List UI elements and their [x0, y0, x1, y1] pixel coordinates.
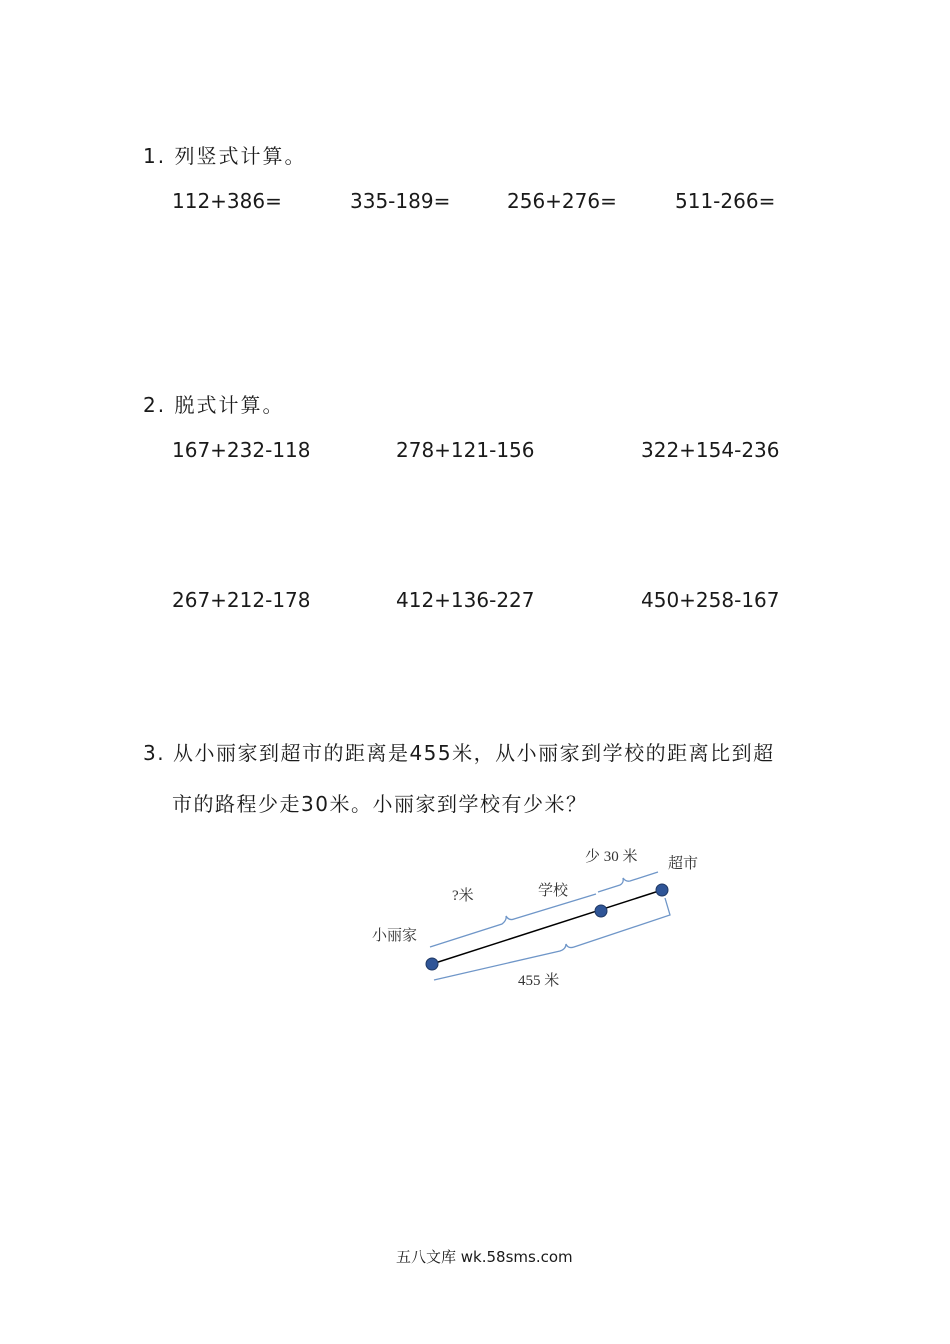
market-point	[656, 884, 668, 896]
section-3-question-line-1: 3. 从小丽家到超市的距离是455米，从小丽家到学校的距离比到超	[143, 741, 775, 765]
section-2-title: 2. 脱式计算。	[143, 393, 285, 417]
stepwise-calc-expression-3: 322+154-236	[641, 438, 780, 462]
market-label: 超市	[668, 856, 699, 872]
stepwise-calc-expression-1: 167+232-118	[172, 438, 311, 462]
total-distance-label: 455 米	[518, 973, 560, 989]
home-label: 小丽家	[372, 928, 418, 944]
stepwise-calc-expression-5: 412+136-227	[396, 588, 535, 612]
vertical-calc-expression-3: 256+276=	[507, 189, 617, 213]
vertical-calc-expression-2: 335-189=	[350, 189, 451, 213]
footer-watermark: 五八文库 wk.58sms.com	[396, 1248, 573, 1266]
distance-diagram	[360, 840, 720, 1000]
section-3-question-line-2: 市的路程少走30米。小丽家到学校有少米？	[172, 792, 588, 816]
unknown-distance-label: ?米	[452, 888, 474, 904]
stepwise-calc-expression-6: 450+258-167	[641, 588, 780, 612]
stepwise-calc-expression-2: 278+121-156	[396, 438, 535, 462]
school-label: 学校	[538, 883, 569, 899]
section-1-title: 1. 列竖式计算。	[143, 144, 307, 168]
difference-label: 少 30 米	[585, 849, 638, 865]
vertical-calc-expression-1: 112+386=	[172, 189, 282, 213]
school-point	[595, 905, 607, 917]
total-distance-bracket	[434, 898, 670, 980]
home-point	[426, 958, 438, 970]
stepwise-calc-expression-4: 267+212-178	[172, 588, 311, 612]
vertical-calc-expression-4: 511-266=	[675, 189, 776, 213]
difference-bracket	[598, 872, 658, 892]
